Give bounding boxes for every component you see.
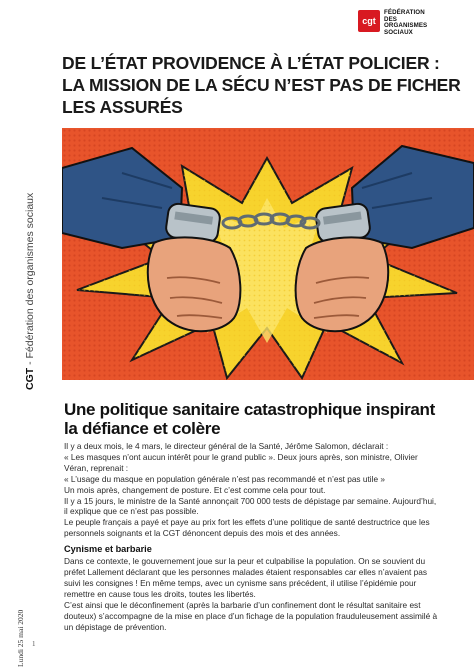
- paragraph-7: Dans ce contexte, le gouvernement joue sur la peur et culpabilise la population. On se souvient du préfet Lallement déclarant que les personnes malades étaient responsables car elles n’avaient pas suivi les consignes ! En même temps, avec un cynisme sans précédent, il utilise l’épidémie pour remettre en cause tous les droits, toutes les libertés.: [64, 556, 427, 599]
- side-org-label: [24, 193, 36, 390]
- title-line-1: DE L’ÉTAT PROVIDENCE À L’ÉTAT POLICIER :: [62, 53, 440, 73]
- logo-org-name: [384, 10, 427, 36]
- illustration-svg: [62, 128, 474, 380]
- paragraph-2: « Les masques n’ont aucun intérêt pour le grand public ». Deux jours après, son ministre, Olivier Véran, reprenait :: [64, 451, 418, 473]
- cgt-logo-mark: cgt: [358, 10, 380, 32]
- side-org-bold: CGT: [24, 367, 36, 390]
- headline-line-2: la défiance et colère: [64, 419, 221, 438]
- paragraph-1: Il y a deux mois, le 4 mars, le directeur général de la Santé, Jérôme Salomon, déclarait :: [64, 441, 389, 451]
- logo-line-3: ORGANISMES: [384, 22, 428, 30]
- logo-line-4: SOCIAUX: [384, 28, 413, 36]
- article-body: [64, 441, 440, 632]
- headline-line-1: Une politique sanitaire catastrophique inspirant: [64, 400, 435, 419]
- logo-line-1: FÉDÉRATION: [384, 9, 425, 16]
- paragraph-5: Il y a 15 jours, le ministre de la Santé annonçait 700 000 tests de dépistage par semaine. Aujourd’hui, il explique que ce n’est pas possible.: [64, 495, 437, 517]
- paragraph-8: C’est ainsi que le déconfinement (après la barbarie d’un confinement dont le résultat sanitaire est douteux) s’accompagne de la mise en place d’un fichage de la population frauduleusement assimilé à un dépistage de prévention.: [64, 599, 438, 632]
- paragraph-3: « L’usage du masque en population générale n’est pas recommandé et n’est pas utile »: [64, 473, 386, 484]
- subheading-cynisme: Cynisme et barbarie: [64, 544, 152, 555]
- cgt-logo: [358, 10, 427, 36]
- side-date: Lundi 25 mai 2020: [16, 609, 25, 667]
- page-title: [62, 52, 462, 118]
- page-number: 1: [32, 640, 36, 648]
- title-line-3: LES ASSURÉS: [62, 97, 183, 117]
- article-headline: [64, 400, 444, 438]
- logo-line-2: DES: [384, 15, 398, 23]
- side-org-rest: - Fédération des organismes sociaux: [24, 192, 36, 368]
- handcuffed-fists-illustration: [62, 128, 474, 380]
- paragraph-4: Un mois après, changement de posture. Et c’est comme cela pour tout.: [64, 484, 326, 495]
- title-line-2: LA MISSION DE LA SÉCU N’EST PAS DE FICHER: [62, 75, 461, 95]
- paragraph-6: Le peuple français a payé et paye au prix fort les effets d’une politique de santé destructrice que les personnels soignants et la CGT dénoncent depuis des mois et des années.: [64, 517, 430, 539]
